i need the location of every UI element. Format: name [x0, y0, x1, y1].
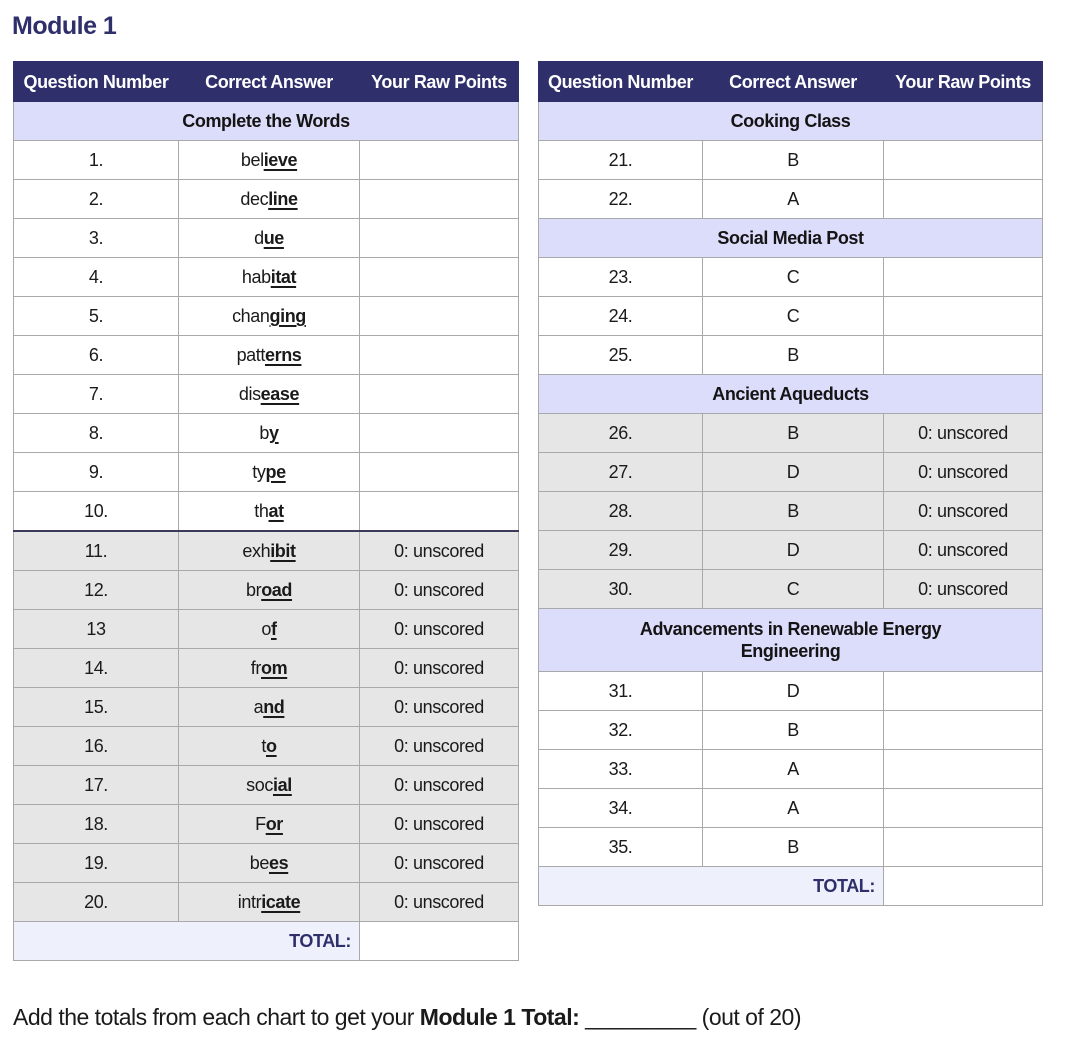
- raw-points-cell: 0: unscored: [360, 688, 519, 727]
- question-number: 13: [14, 610, 179, 649]
- left-table-body: [14, 102, 519, 961]
- table-row: [14, 571, 519, 610]
- raw-points-cell[interactable]: [360, 258, 519, 297]
- correct-answer: B: [703, 414, 884, 453]
- table-row: [14, 844, 519, 883]
- question-number: 33.: [539, 750, 703, 789]
- table-row: [539, 789, 1043, 828]
- table-row: [14, 610, 519, 649]
- correct-answer: [179, 766, 360, 805]
- table-row: [14, 180, 519, 219]
- section-row: [539, 219, 1043, 258]
- question-number: 11.: [14, 531, 179, 571]
- question-number: 32.: [539, 711, 703, 750]
- section-title: Advancements in Renewable Energy Engineering: [539, 609, 1043, 672]
- raw-points-cell[interactable]: [360, 180, 519, 219]
- footer-text: Add the totals from each chart to get your: [13, 1004, 420, 1030]
- answer-given-letters: soc: [246, 775, 273, 795]
- answer-given-letters: ty: [252, 462, 266, 482]
- correct-answer: [179, 453, 360, 492]
- answer-missing-letters: ial: [272, 775, 292, 795]
- answer-missing-letters: ieve: [263, 150, 298, 170]
- answer-missing-letters: nd: [263, 697, 285, 717]
- table-row: [14, 453, 519, 492]
- question-number: 5.: [14, 297, 179, 336]
- header-correct-answer: Correct Answer: [703, 62, 884, 102]
- table-row: [14, 297, 519, 336]
- answer-missing-letters: ibit: [270, 541, 296, 561]
- section-row: [539, 609, 1043, 672]
- section-row: [14, 102, 519, 141]
- raw-points-cell: 0: unscored: [884, 414, 1043, 453]
- question-number: 9.: [14, 453, 179, 492]
- table-row: [14, 883, 519, 922]
- raw-points-cell[interactable]: [884, 750, 1043, 789]
- question-number: 35.: [539, 828, 703, 867]
- answer-given-letters: bel: [240, 150, 264, 170]
- table-row: [539, 750, 1043, 789]
- correct-answer: A: [703, 750, 884, 789]
- correct-answer: [179, 414, 360, 453]
- question-number: 34.: [539, 789, 703, 828]
- answer-missing-letters: erns: [265, 345, 302, 365]
- correct-answer: [179, 649, 360, 688]
- answer-missing-letters: es: [269, 853, 289, 873]
- correct-answer: D: [703, 672, 884, 711]
- correct-answer: [179, 883, 360, 922]
- section-title: Cooking Class: [539, 102, 1043, 141]
- module-total-instruction: [13, 1004, 801, 1031]
- raw-points-cell[interactable]: [884, 297, 1043, 336]
- correct-answer: [179, 727, 360, 766]
- correct-answer: B: [703, 828, 884, 867]
- question-number: 17.: [14, 766, 179, 805]
- section-title: Ancient Aqueducts: [539, 375, 1043, 414]
- raw-points-cell[interactable]: [360, 453, 519, 492]
- raw-points-cell: 0: unscored: [360, 531, 519, 571]
- answer-given-letters: intr: [237, 892, 262, 912]
- table-row: [14, 492, 519, 532]
- raw-points-cell: 0: unscored: [360, 649, 519, 688]
- answer-given-letters: fr: [250, 658, 261, 678]
- answer-given-letters: F: [255, 814, 266, 834]
- raw-points-cell[interactable]: [884, 789, 1043, 828]
- total-input-cell[interactable]: [884, 867, 1043, 906]
- table-row: [14, 766, 519, 805]
- table-row: [539, 711, 1043, 750]
- answer-given-letters: dec: [240, 189, 269, 209]
- correct-answer: [179, 180, 360, 219]
- question-number: 12.: [14, 571, 179, 610]
- raw-points-cell[interactable]: [360, 414, 519, 453]
- question-number: 4.: [14, 258, 179, 297]
- correct-answer: [179, 297, 360, 336]
- raw-points-cell[interactable]: [884, 336, 1043, 375]
- question-number: 24.: [539, 297, 703, 336]
- table-row: [539, 180, 1043, 219]
- question-number: 18.: [14, 805, 179, 844]
- correct-answer: D: [703, 453, 884, 492]
- question-number: 6.: [14, 336, 179, 375]
- correct-answer: [179, 141, 360, 180]
- raw-points-cell[interactable]: [884, 258, 1043, 297]
- header-row: [539, 62, 1043, 102]
- question-number: 26.: [539, 414, 703, 453]
- raw-points-cell: 0: unscored: [360, 844, 519, 883]
- raw-points-cell: 0: unscored: [884, 570, 1043, 609]
- raw-points-cell[interactable]: [360, 492, 519, 532]
- answer-missing-letters: y: [269, 423, 279, 443]
- total-label: TOTAL:: [539, 867, 884, 906]
- answer-given-letters: be: [249, 853, 269, 873]
- raw-points-cell: 0: unscored: [360, 805, 519, 844]
- table-row: [539, 336, 1043, 375]
- question-number: 10.: [14, 492, 179, 532]
- answer-given-letters: patt: [236, 345, 265, 365]
- header-question-number: Question Number: [539, 62, 703, 102]
- correct-answer: [179, 375, 360, 414]
- raw-points-cell[interactable]: [360, 141, 519, 180]
- answer-missing-letters: itat: [270, 267, 297, 287]
- raw-points-cell: 0: unscored: [360, 610, 519, 649]
- correct-answer: C: [703, 297, 884, 336]
- answer-given-letters: dis: [238, 384, 261, 404]
- total-input-cell[interactable]: [360, 922, 519, 961]
- table-row: [539, 492, 1043, 531]
- answer-missing-letters: ging: [269, 306, 306, 326]
- question-number: 14.: [14, 649, 179, 688]
- answer-missing-letters: at: [268, 501, 284, 521]
- question-number: 29.: [539, 531, 703, 570]
- question-number: 27.: [539, 453, 703, 492]
- correct-answer: [179, 571, 360, 610]
- table-row: [539, 828, 1043, 867]
- question-number: 15.: [14, 688, 179, 727]
- question-number: 28.: [539, 492, 703, 531]
- raw-points-cell[interactable]: [360, 297, 519, 336]
- answer-given-letters: t: [261, 736, 266, 756]
- question-number: 8.: [14, 414, 179, 453]
- answer-given-letters: d: [254, 228, 264, 248]
- answer-table-right: [538, 61, 1043, 906]
- question-number: 21.: [539, 141, 703, 180]
- table-row: [539, 258, 1043, 297]
- section-title: Complete the Words: [14, 102, 519, 141]
- table-row: [14, 414, 519, 453]
- answer-given-letters: o: [261, 619, 271, 639]
- table-row: [14, 258, 519, 297]
- total-row: [14, 922, 519, 961]
- question-number: 7.: [14, 375, 179, 414]
- page-title: Module 1: [12, 12, 117, 40]
- raw-points-cell: 0: unscored: [360, 571, 519, 610]
- correct-answer: [179, 258, 360, 297]
- question-number: 2.: [14, 180, 179, 219]
- total-label: TOTAL:: [14, 922, 360, 961]
- answer-missing-letters: oad: [261, 580, 293, 600]
- correct-answer: [179, 805, 360, 844]
- raw-points-cell: 0: unscored: [360, 883, 519, 922]
- header-raw-points: Your Raw Points: [884, 62, 1043, 102]
- correct-answer: [179, 610, 360, 649]
- table-row: [14, 688, 519, 727]
- table-row: [14, 141, 519, 180]
- correct-answer: A: [703, 789, 884, 828]
- question-number: 16.: [14, 727, 179, 766]
- answer-missing-letters: pe: [265, 462, 286, 482]
- correct-answer: [179, 492, 360, 532]
- answer-given-letters: exh: [242, 541, 271, 561]
- question-number: 22.: [539, 180, 703, 219]
- header-row: [14, 62, 519, 102]
- raw-points-cell: 0: unscored: [884, 531, 1043, 570]
- table-row: [539, 297, 1043, 336]
- raw-points-cell[interactable]: [884, 141, 1043, 180]
- footer-out-of: (out of 20): [701, 1004, 801, 1030]
- raw-points-cell[interactable]: [360, 375, 519, 414]
- header-raw-points: Your Raw Points: [360, 62, 519, 102]
- answer-table-left: [13, 61, 519, 961]
- header-question-number: Question Number: [14, 62, 179, 102]
- raw-points-cell: 0: unscored: [884, 492, 1043, 531]
- question-number: 31.: [539, 672, 703, 711]
- table-row: [539, 672, 1043, 711]
- correct-answer: [179, 531, 360, 571]
- answer-missing-letters: o: [266, 736, 277, 756]
- answer-missing-letters: or: [265, 814, 283, 834]
- question-number: 19.: [14, 844, 179, 883]
- answer-given-letters: th: [254, 501, 269, 521]
- correct-answer: D: [703, 531, 884, 570]
- answer-missing-letters: icate: [261, 892, 301, 912]
- table-row: [14, 531, 519, 571]
- answer-given-letters: hab: [241, 267, 271, 287]
- correct-answer: B: [703, 141, 884, 180]
- answer-given-letters: chan: [232, 306, 270, 326]
- answer-given-letters: b: [259, 423, 269, 443]
- raw-points-cell[interactable]: [884, 672, 1043, 711]
- table-row: [539, 414, 1043, 453]
- module-total-blank[interactable]: _________: [579, 1004, 702, 1030]
- answer-missing-letters: line: [268, 189, 298, 209]
- answer-missing-letters: ease: [260, 384, 300, 404]
- correct-answer: C: [703, 570, 884, 609]
- table-row: [539, 570, 1043, 609]
- table-row: [14, 727, 519, 766]
- table-row: [539, 453, 1043, 492]
- table-row: [14, 219, 519, 258]
- correct-answer: A: [703, 180, 884, 219]
- correct-answer: [179, 219, 360, 258]
- correct-answer: B: [703, 492, 884, 531]
- table-row: [14, 805, 519, 844]
- table-row: [539, 531, 1043, 570]
- raw-points-cell[interactable]: [884, 711, 1043, 750]
- answer-missing-letters: ue: [263, 228, 284, 248]
- correct-answer: [179, 844, 360, 883]
- correct-answer: B: [703, 711, 884, 750]
- table-row: [14, 375, 519, 414]
- question-number: 23.: [539, 258, 703, 297]
- raw-points-cell[interactable]: [884, 180, 1043, 219]
- question-number: 1.: [14, 141, 179, 180]
- question-number: 20.: [14, 883, 179, 922]
- answer-given-letters: br: [245, 580, 262, 600]
- correct-answer: C: [703, 258, 884, 297]
- answer-missing-letters: om: [261, 658, 288, 678]
- question-number: 25.: [539, 336, 703, 375]
- raw-points-cell[interactable]: [360, 336, 519, 375]
- section-title: Social Media Post: [539, 219, 1043, 258]
- right-table-body: [539, 102, 1043, 906]
- total-row: [539, 867, 1043, 906]
- question-number: 30.: [539, 570, 703, 609]
- correct-answer: B: [703, 336, 884, 375]
- question-number: 3.: [14, 219, 179, 258]
- section-row: [539, 375, 1043, 414]
- raw-points-cell[interactable]: [360, 219, 519, 258]
- correct-answer: [179, 688, 360, 727]
- answer-given-letters: a: [253, 697, 264, 717]
- module-total-label: Module 1 Total:: [419, 1004, 580, 1030]
- raw-points-cell: 0: unscored: [884, 453, 1043, 492]
- table-row: [539, 141, 1043, 180]
- table-row: [14, 336, 519, 375]
- raw-points-cell[interactable]: [884, 828, 1043, 867]
- correct-answer: [179, 336, 360, 375]
- answer-missing-letters: f: [271, 619, 277, 639]
- raw-points-cell: 0: unscored: [360, 766, 519, 805]
- header-correct-answer: Correct Answer: [179, 62, 360, 102]
- section-row: [539, 102, 1043, 141]
- raw-points-cell: 0: unscored: [360, 727, 519, 766]
- table-row: [14, 649, 519, 688]
